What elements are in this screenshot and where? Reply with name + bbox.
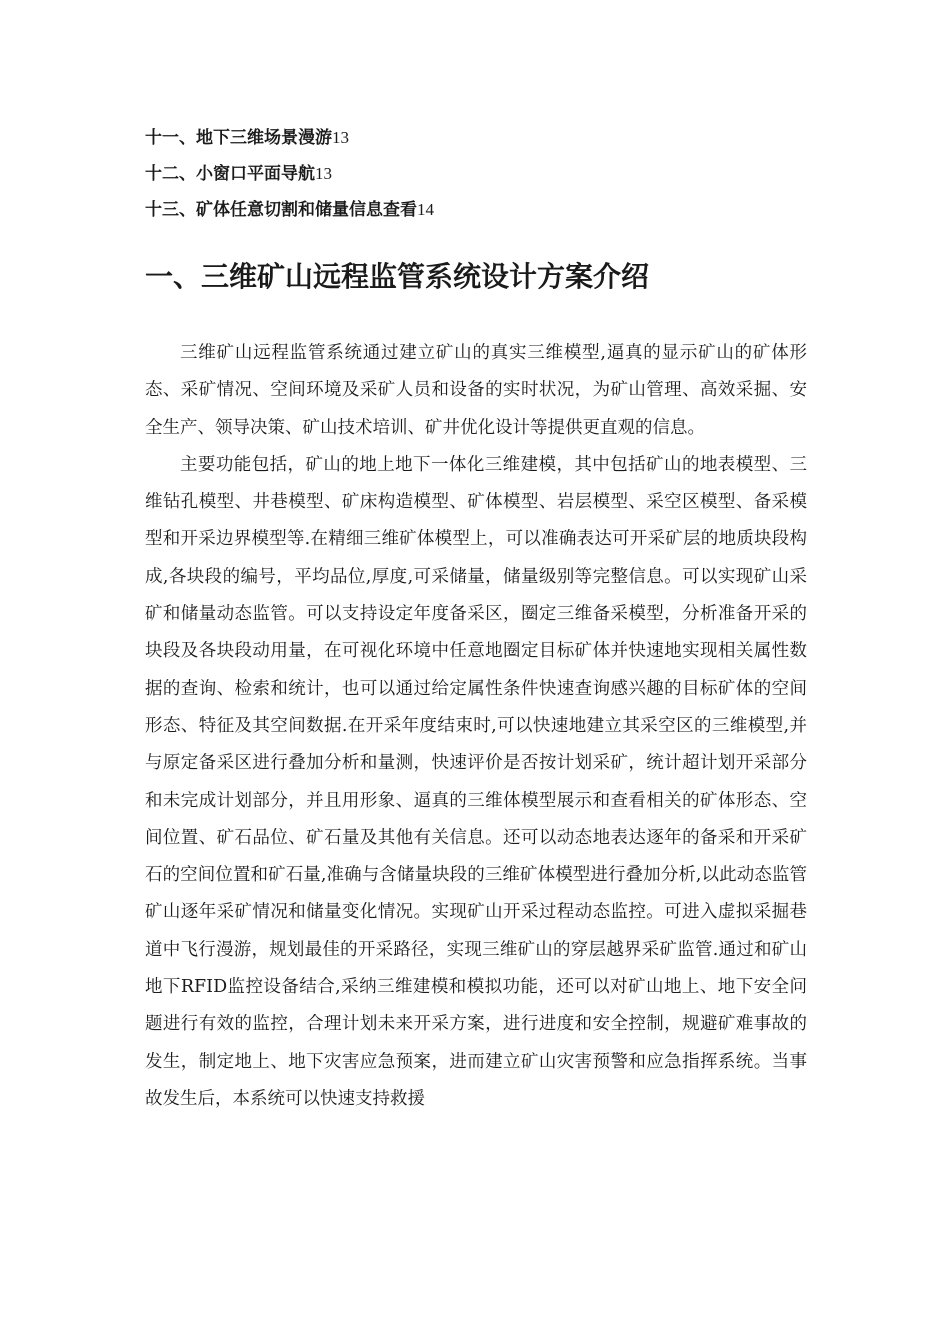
toc-entry[interactable] bbox=[145, 192, 815, 228]
section-body bbox=[145, 335, 807, 1118]
toc-entry-page: 14 bbox=[417, 200, 434, 219]
section-heading: 一、三维矿山远程监管系统设计方案介绍 bbox=[145, 260, 650, 293]
table-of-contents bbox=[145, 120, 815, 228]
toc-entry-page: 13 bbox=[315, 164, 332, 183]
toc-entry-title: 十三、矿体任意切割和储量信息查看 bbox=[145, 200, 417, 220]
body-paragraph: 三维矿山远程监管系统通过建立矿山的真实三维模型,逼真的显示矿山的矿体形态、采矿情况、空间环境及采矿人员和设备的实时状况，为矿山管理、高效采掘、安全生产、领导决策、矿山技术培训、矿井优化设计等提供更直观的信息。 bbox=[145, 343, 807, 438]
body-paragraph: 主要功能包括，矿山的地上地下一体化三维建模，其中包括矿山的地表模型、三维钻孔模型、井巷模型、矿床构造模型、矿体模型、岩层模型、采空区模型、备采模型和开采边界模型等.在精细三维矿体模型上，可以准确表达可开采矿层的地质块段构成,各块段的编号，平均品位,厚度,可采储量，储量级别等完整信息。可以实现矿山采矿和储量动态监管。可以支持设定年度备采区，圈定三维备采模型，分析准备开采的块段及各块段动用量，在可视化环境中任意地圈定目标矿体并快速地实现相关属性数据的查询、检索和统计，也可以通过给定属性条件快速查询感兴趣的目标矿体的空间形态、特征及其空间数据.在开采年度结束时,可以快速地建立其采空区的三维模型,并与原定备采区进行叠加分析和量测，快速评价是否按计划采矿，统计超计划开采部分和未完成计划部分，并且用形象、逼真的三维体模型展示和查看相关的矿体形态、空间位置、矿石品位、矿石量及其他有关信息。还可以动态地表达逐年的备采和开采矿石的空间位置和矿石量,准确与含储量块段的三维矿体模型进行叠加分析,以此动态监管矿山逐年采矿情况和储量变化情况。实现矿山开采过程动态监控。可进入虚拟采掘巷道中飞行漫游，规划最佳的开采路径，实现三维矿山的穿层越界采矿监管.通过和矿山地下RFID监控设备结合,采纳三维建模和模拟功能，还可以对矿山地上、地下安全问题进行有效的监控，合理计划未来开采方案，进行进度和安全控制，规避矿难事故的发生，制定地上、地下灾害应急预案，进而建立矿山灾害预警和应急指挥系统。当事故发生后，本系统可以快速支持救援 bbox=[145, 454, 807, 1109]
toc-entry-page: 13 bbox=[332, 128, 349, 147]
toc-entry[interactable] bbox=[145, 120, 815, 156]
toc-entry-title: 十一、地下三维场景漫游 bbox=[145, 128, 332, 148]
toc-entry-title: 十二、小窗口平面导航 bbox=[145, 164, 315, 184]
toc-entry[interactable] bbox=[145, 156, 815, 192]
